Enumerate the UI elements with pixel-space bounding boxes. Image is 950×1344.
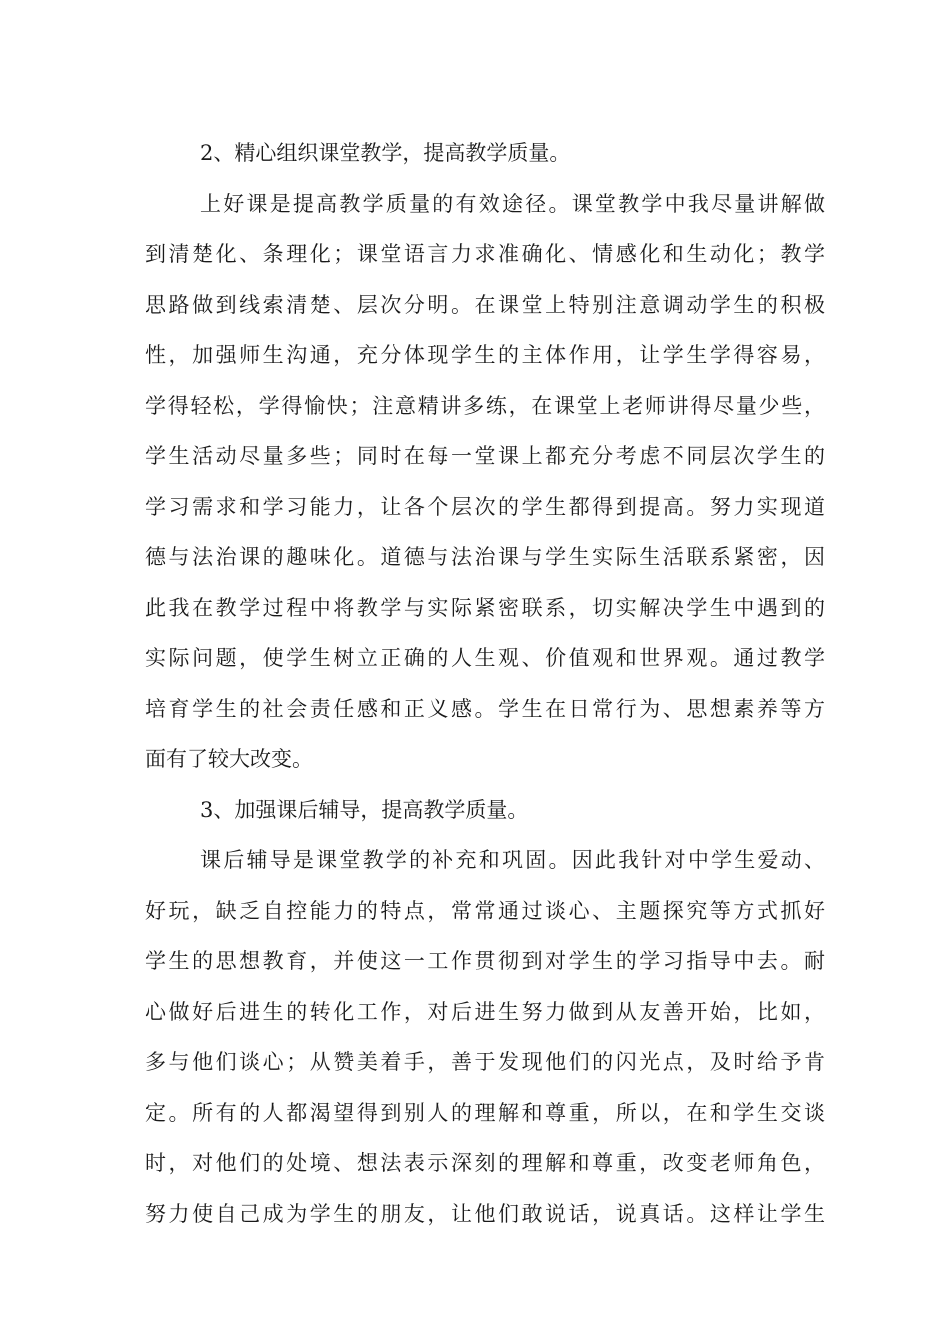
paragraph-line: 培育学生的社会责任感和正义感。学生在日常行为、思想素养等方 xyxy=(145,696,825,721)
paragraph-line: 实际问题，使学生树立正确的人生观、价值观和世界观。通过教学 xyxy=(145,646,825,670)
paragraph-line: 到清楚化、条理化；课堂语言力求准确化、情感化和生动化；教学 xyxy=(145,242,825,266)
paragraph-line: 定。所有的人都渴望得到别人的理解和尊重，所以，在和学生交谈 xyxy=(145,1100,825,1125)
paragraph-line: 学生活动尽量多些；同时在每一堂课上都充分考虑不同层次学生的 xyxy=(145,444,825,468)
section-heading: 3、加强课后辅导，提高教学质量。 xyxy=(200,797,529,822)
paragraph-line: 德与法治课的趣味化。道德与法治课与学生实际生活联系紧密，因 xyxy=(145,545,825,569)
paragraph-line: 性，加强师生沟通，充分体现学生的主体作用，让学生学得容易， xyxy=(145,343,825,367)
paragraph-line: 课后辅导是课堂教学的补充和巩固。因此我针对中学生爱动、 xyxy=(200,848,825,872)
paragraph-line: 学得轻松，学得愉快；注意精讲多练，在课堂上老师讲得尽量少些， xyxy=(145,393,825,418)
body-text xyxy=(145,128,825,1239)
paragraph-line: 心做好后进生的转化工作，对后进生努力做到从友善开始，比如， xyxy=(145,999,825,1024)
paragraph-line: 学习需求和学习能力，让各个层次的学生都得到提高。努力实现道 xyxy=(145,494,825,519)
paragraph-line: 此我在教学过程中将教学与实际紧密联系，切实解决学生中遇到的 xyxy=(145,595,825,620)
paragraph-line: 多与他们谈心；从赞美着手，善于发现他们的闪光点，及时给予肯 xyxy=(145,1050,825,1074)
paragraph-line: 时，对他们的处境、想法表示深刻的理解和尊重，改变老师角色， xyxy=(145,1151,825,1175)
paragraph-line: 上好课是提高教学质量的有效途径。课堂教学中我尽量讲解做 xyxy=(200,191,825,216)
section-heading: 2、精心组织课堂教学，提高教学质量。 xyxy=(200,141,571,165)
paragraph-line: 面有了较大改变。 xyxy=(145,747,313,771)
paragraph-line: 努力使自己成为学生的朋友，让他们敢说话，说真话。这样让学生 xyxy=(145,1201,825,1226)
paragraph-line: 好玩，缺乏自控能力的特点，常常通过谈心、主题探究等方式抓好 xyxy=(145,898,825,923)
paragraph-line: 学生的思想教育，并使这一工作贯彻到对学生的学习指导中去。耐 xyxy=(145,949,825,973)
paragraph-line: 思路做到线索清楚、层次分明。在课堂上特别注意调动学生的积极 xyxy=(145,292,825,317)
